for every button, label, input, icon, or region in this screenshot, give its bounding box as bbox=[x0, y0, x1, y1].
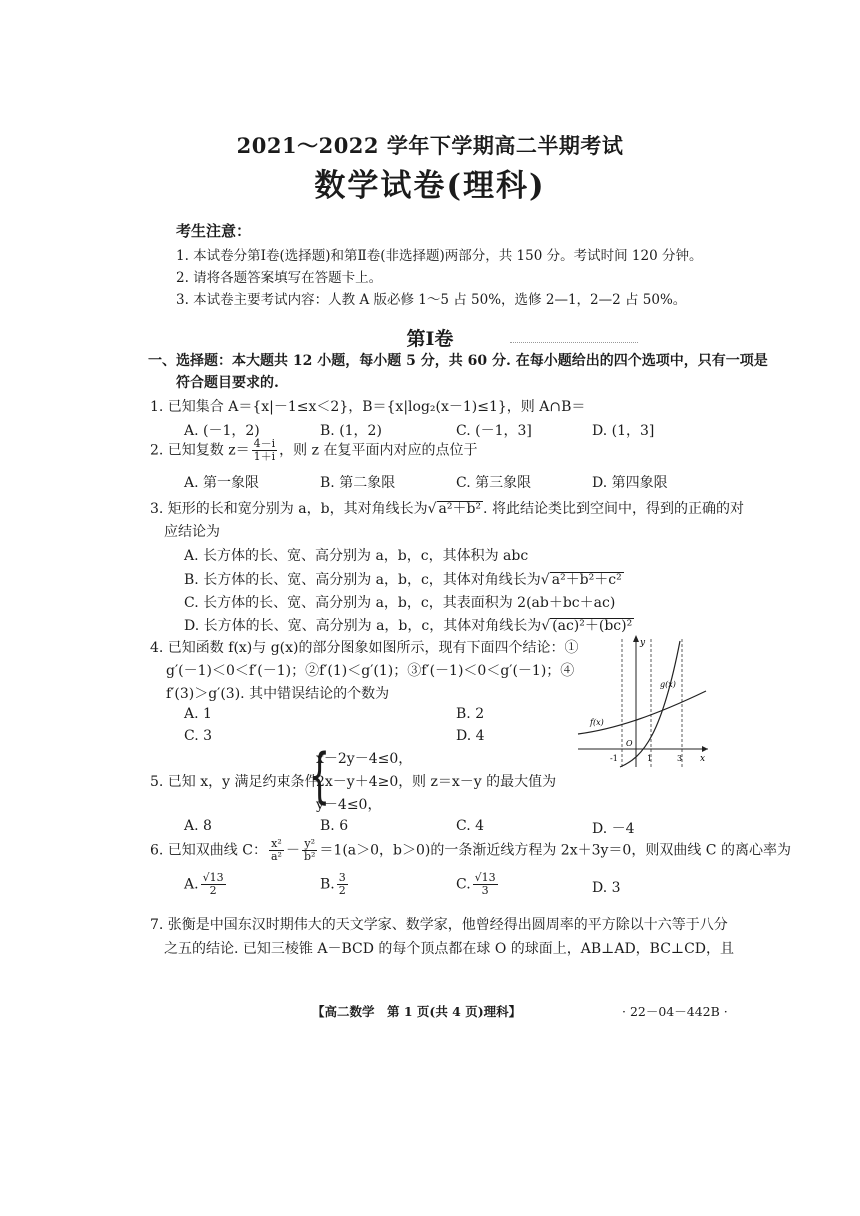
function-graph bbox=[576, 633, 710, 769]
question-3-stem bbox=[150, 498, 744, 518]
notice-item: 1. 本试卷分第Ⅰ卷(选择题)和第Ⅱ卷(非选择题)两部分，共 150 分。考试时间 120 分钟。 bbox=[176, 248, 703, 264]
origin-label: O bbox=[626, 739, 633, 748]
question-1-option-b: B. (1，2) bbox=[320, 423, 382, 439]
question-3-stem-start: 3. 矩形的长和宽分别为 a，b，其对角线长为 bbox=[150, 501, 428, 517]
minus-sign: － bbox=[285, 842, 300, 859]
question-4-stem-cont: f′(3)＞g′(3). 其中错误结论的个数为 bbox=[166, 686, 390, 702]
y-axis-arrow bbox=[633, 635, 639, 642]
question-4-option-c: C. 3 bbox=[184, 728, 213, 744]
question-3-option-d-radicand: (ac)²＋(bc)² bbox=[552, 618, 633, 634]
question-2-stem-start: 2. 已知复数 z＝ bbox=[150, 442, 250, 459]
notice-item: 3. 本试卷主要考试内容：人教 A 版必修 1～5 占 50%，选修 2—1，2—2 占 50%。 bbox=[176, 292, 687, 308]
question-3-stem-cont: 应结论为 bbox=[164, 524, 220, 540]
x-axis-label: x bbox=[700, 754, 706, 764]
section-divider bbox=[510, 342, 638, 343]
question-5-option-c: C. 4 bbox=[456, 818, 485, 834]
question-6-option-b bbox=[320, 872, 350, 897]
option-letter: B. bbox=[320, 876, 335, 893]
question-3-radicand: a²＋b² bbox=[438, 501, 482, 517]
constraint-3: y－4≤0， bbox=[316, 797, 382, 813]
option-fraction bbox=[337, 872, 348, 897]
option-fraction bbox=[473, 872, 498, 897]
y-axis-label: y bbox=[640, 638, 646, 648]
section-instruction-cont: 符合题目要求的. bbox=[176, 375, 279, 391]
question-4-stem: 4. 已知函数 f(x)与 g(x)的部分图象如图所示，现有下面四个结论：① bbox=[150, 640, 579, 656]
question-3-option-a: A. 长方体的长、宽、高分别为 a，b，c，其体积为 abc bbox=[184, 548, 529, 564]
section-instruction: 一、选择题：本大题共 12 小题，每小题 5 分，共 60 分. 在每小题给出的四个选项中，只有一项是 bbox=[148, 353, 768, 369]
question-1-option-a: A. (－1，2) bbox=[184, 423, 260, 439]
question-6-option-d: D. 3 bbox=[592, 880, 621, 896]
constraint-1: x－2y－4≤0， bbox=[316, 751, 413, 767]
question-7-stem-cont: 之五的结论. 已知三棱锥 A－BCD 的每个顶点都在球 O 的球面上，AB⊥AD，BC⊥CD，且 bbox=[164, 941, 735, 957]
constraint-brace: { bbox=[309, 741, 331, 811]
question-6-fraction-x bbox=[269, 838, 284, 863]
fraction-denominator: b² bbox=[303, 850, 316, 863]
radical-sign: √ bbox=[540, 572, 550, 588]
notice-heading: 考生注意： bbox=[176, 222, 252, 240]
question-6-option-c bbox=[456, 872, 500, 897]
question-2-option-a: A. 第一象限 bbox=[184, 475, 260, 491]
section-title: 第Ⅰ卷 bbox=[406, 328, 454, 350]
question-3-option-d-text: D. 长方体的长、宽、高分别为 a，b，c，其体对角线长为 bbox=[184, 618, 542, 634]
tick-label-3: 3 bbox=[677, 754, 683, 763]
tick-label-neg1: -1 bbox=[610, 754, 618, 763]
question-1-stem: 1. 已知集合 A＝{x|－1≤x＜2}，B＝{x|log₂(x－1)≤1}，则 A∩B＝ bbox=[150, 399, 586, 415]
fraction-denominator: 1＋i bbox=[253, 450, 276, 463]
option-letter: C. bbox=[456, 876, 471, 893]
question-2-stem bbox=[150, 438, 477, 463]
question-3-option-b bbox=[184, 569, 624, 589]
fraction-numerator: √13 bbox=[202, 871, 224, 884]
fraction-numerator: x² bbox=[269, 838, 284, 851]
question-6-option-a bbox=[184, 872, 228, 897]
question-4-option-b: B. 2 bbox=[456, 706, 485, 722]
radical-sign: √ bbox=[427, 501, 437, 517]
question-3-option-d bbox=[184, 615, 634, 635]
x-axis-arrow bbox=[702, 746, 708, 752]
fraction-denominator: 2 bbox=[209, 884, 217, 897]
g-curve bbox=[620, 641, 683, 767]
page-code: · 22－04－442B · bbox=[622, 1004, 728, 1019]
fraction-numerator: 3 bbox=[338, 871, 346, 884]
question-3-option-b-text: B. 长方体的长、宽、高分别为 a，b，c，其体对角线长为 bbox=[184, 572, 541, 588]
g-curve-label: g(x) bbox=[660, 680, 676, 689]
question-4-stem-cont: g′(－1)＜0＜f′(－1)；②f′(1)＜g′(1)；③f′(－1)＜0＜g′(－1)；④ bbox=[166, 663, 575, 679]
question-6-stem-end: ＝1(a＞0，b＞0)的一条渐近线方程为 2x＋3y＝0，则双曲线 C 的离心率为 bbox=[319, 842, 791, 859]
question-1-option-c: C. (－1，3] bbox=[456, 423, 532, 439]
question-5-option-a: A. 8 bbox=[184, 818, 212, 834]
question-3-stem-end: . 将此结论类比到空间中，得到的正确的对 bbox=[483, 501, 744, 517]
question-2-option-b: B. 第二象限 bbox=[320, 475, 396, 491]
question-2-stem-end: ，则 z 在复平面内对应的点位于 bbox=[279, 442, 478, 459]
fraction-denominator: 2 bbox=[338, 884, 346, 897]
fraction-numerator: y² bbox=[302, 838, 317, 851]
question-5-option-b: B. 6 bbox=[320, 818, 349, 834]
question-2-option-c: C. 第三象限 bbox=[456, 475, 532, 491]
option-fraction bbox=[201, 872, 226, 897]
question-6-fraction-y bbox=[302, 838, 317, 863]
question-2-option-d: D. 第四象限 bbox=[592, 475, 668, 491]
question-5-stem-end: 则 z＝x－y 的最大值为 bbox=[412, 774, 557, 790]
constraint-2: 2x－y＋4≥0， bbox=[316, 774, 413, 790]
question-3-option-b-radicand: a²＋b²＋c² bbox=[551, 572, 622, 588]
question-2-fraction bbox=[252, 438, 278, 463]
tick-label-1: 1 bbox=[647, 754, 653, 763]
page-footer: 【高二数学 第 1 页(共 4 页)理科】 bbox=[312, 1004, 522, 1019]
exam-title: 2021～2022 学年下学期高二半期考试 bbox=[236, 133, 624, 158]
f-curve-label: f(x) bbox=[590, 718, 604, 727]
question-7-stem: 7. 张衡是中国东汉时期伟大的天文学家、数学家，他曾经得出圆周率的平方除以十六等于八分 bbox=[150, 917, 728, 933]
exam-subject-title: 数学试卷(理科) bbox=[314, 168, 546, 204]
question-4-option-d: D. 4 bbox=[456, 728, 485, 744]
f-curve bbox=[578, 691, 706, 734]
option-letter: A. bbox=[184, 876, 199, 893]
question-4-option-a: A. 1 bbox=[184, 706, 212, 722]
question-1-option-d: D. (1，3] bbox=[592, 423, 655, 439]
notice-item: 2. 请将各题答案填写在答题卡上。 bbox=[176, 270, 383, 286]
question-6-stem-start: 6. 已知双曲线 C： bbox=[150, 842, 267, 859]
fraction-denominator: a² bbox=[270, 850, 282, 863]
question-3-option-c: C. 长方体的长、宽、高分别为 a，b，c，其表面积为 2(ab＋bc＋ac) bbox=[184, 595, 616, 611]
question-6-stem bbox=[150, 838, 791, 863]
question-5-stem-start: 5. 已知 x，y 满足约束条件 bbox=[150, 774, 319, 790]
fraction-numerator: √13 bbox=[474, 871, 496, 884]
question-5-option-d: D. －4 bbox=[592, 821, 635, 837]
fraction-numerator: 4－i bbox=[253, 437, 276, 450]
fraction-denominator: 3 bbox=[481, 884, 489, 897]
radical-sign: √ bbox=[541, 618, 551, 634]
